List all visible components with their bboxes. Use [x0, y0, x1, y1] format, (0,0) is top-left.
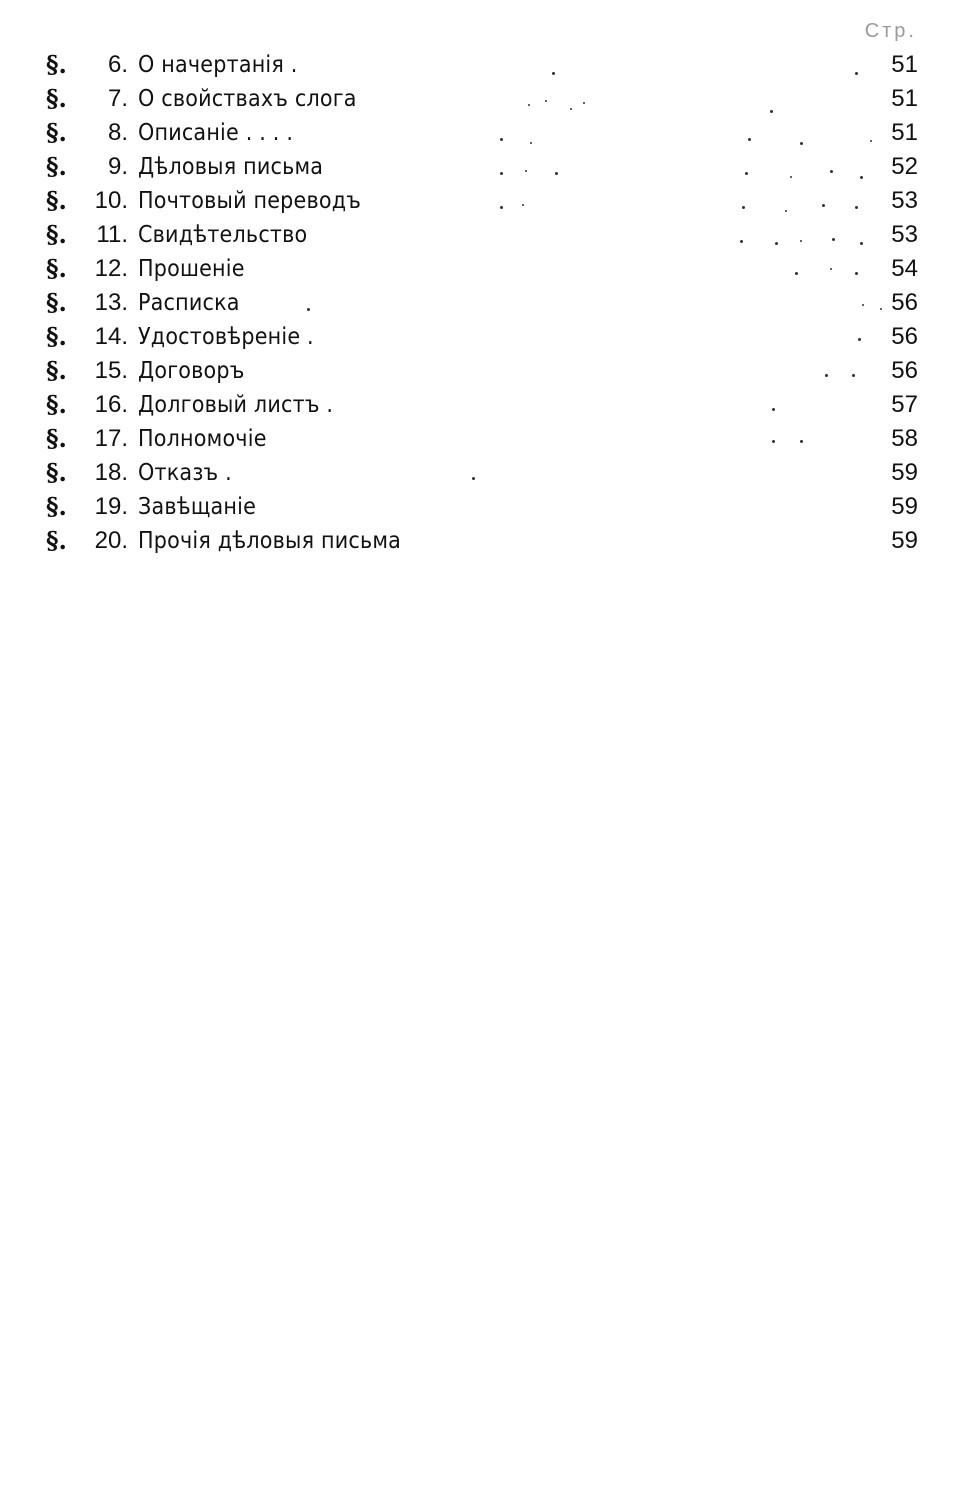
section-title: Долговый листъ . [138, 392, 334, 418]
section-sign: §. [46, 458, 67, 487]
section-title: Удостовѣреніе . [138, 324, 314, 350]
table-of-contents [46, 48, 918, 558]
speckle [748, 138, 751, 141]
speckle [855, 206, 858, 209]
speckle [822, 204, 825, 207]
section-number: 13. [94, 289, 128, 316]
section-title: О свойствахъ слога [138, 86, 357, 112]
speckle [522, 204, 524, 206]
section-title: Прочія дѣловыя письма [138, 528, 402, 554]
section-number: 18. [94, 459, 128, 486]
toc-entry [46, 286, 918, 320]
section-sign: §. [46, 50, 67, 79]
speckle [785, 210, 787, 212]
page-number: 58 [891, 425, 918, 452]
section-title: О начертанія . [138, 52, 298, 78]
section-number: 14. [94, 323, 128, 350]
speckle [555, 172, 558, 175]
speckle [855, 272, 858, 275]
page-number: 53 [891, 187, 918, 214]
toc-entry [46, 422, 918, 456]
speckle [545, 100, 547, 102]
page-number: 54 [891, 255, 918, 282]
section-sign: §. [46, 424, 67, 453]
toc-entry [46, 354, 918, 388]
section-title: Полномочіе [138, 426, 267, 452]
speckle [528, 104, 530, 106]
section-number: 15. [94, 357, 128, 384]
section-title: Отказъ . [138, 460, 232, 486]
page-number: 51 [891, 51, 918, 78]
speckle [583, 102, 585, 104]
speckle [800, 440, 803, 443]
speckle [742, 206, 745, 209]
toc-entry [46, 82, 918, 116]
toc-entry [46, 48, 918, 82]
speckle [772, 440, 775, 443]
section-title: Завѣщаніе [138, 494, 257, 520]
section-number: 12. [94, 255, 128, 282]
section-number: 17. [94, 425, 128, 452]
toc-entry [46, 320, 918, 354]
speckle [307, 308, 310, 311]
speckle [500, 172, 503, 175]
toc-entry [46, 524, 918, 558]
speckle [862, 304, 864, 306]
page-column-label: Стр. [864, 20, 917, 42]
section-sign: §. [46, 84, 67, 113]
section-number: 6. [107, 51, 128, 78]
speckle [870, 140, 872, 142]
speckle [832, 238, 835, 241]
section-number: 20. [94, 527, 128, 554]
page-number: 51 [891, 85, 918, 112]
speckle [525, 170, 527, 172]
toc-entry [46, 456, 918, 490]
speckle [800, 142, 803, 145]
section-sign: §. [46, 220, 67, 249]
speckle [552, 72, 555, 75]
speckle [852, 374, 855, 377]
page-number: 57 [891, 391, 918, 418]
toc-entry [46, 184, 918, 218]
speckle [745, 172, 748, 175]
section-sign: §. [46, 322, 67, 351]
speckle [858, 338, 861, 341]
toc-entry [46, 252, 918, 286]
section-title: Свидѣтельство [138, 222, 308, 248]
page-number: 56 [891, 289, 918, 316]
section-sign: §. [46, 254, 67, 283]
section-title: Описаніе . . . . [138, 120, 294, 146]
page-number: 59 [891, 527, 918, 554]
section-sign: §. [46, 390, 67, 419]
toc-entry [46, 490, 918, 524]
speckle [800, 240, 802, 242]
speckle [530, 142, 532, 144]
section-sign: §. [46, 526, 67, 555]
speckle [855, 72, 858, 75]
page-number: 59 [891, 493, 918, 520]
section-number: 19. [94, 493, 128, 520]
speckle [860, 242, 863, 245]
speckle [830, 170, 833, 173]
section-sign: §. [46, 492, 67, 521]
page-number: 56 [891, 357, 918, 384]
speckle [795, 272, 798, 275]
section-sign: §. [46, 288, 67, 317]
section-sign: §. [46, 356, 67, 385]
speckle [880, 308, 882, 310]
toc-entry [46, 150, 918, 184]
section-number: 10. [94, 187, 128, 214]
page-number: 59 [891, 459, 918, 486]
page-number: 56 [891, 323, 918, 350]
speckle [860, 176, 863, 179]
section-number: 11. [96, 221, 128, 248]
speckle [570, 108, 572, 110]
toc-entry [46, 116, 918, 150]
section-number: 8. [107, 119, 128, 146]
toc-entry [46, 218, 918, 252]
section-number: 16. [94, 391, 128, 418]
page-number: 53 [891, 221, 918, 248]
section-title: Почтовый переводъ [138, 188, 362, 214]
section-sign: §. [46, 152, 67, 181]
speckle [775, 242, 778, 245]
page-number: 52 [891, 153, 918, 180]
speckle [790, 176, 792, 178]
section-sign: §. [46, 118, 67, 147]
page-number: 51 [891, 119, 918, 146]
speckle [830, 268, 832, 270]
section-number: 9. [107, 153, 128, 180]
speckle [740, 240, 743, 243]
speckle [772, 408, 775, 411]
section-number: 7. [107, 85, 128, 112]
section-title: Дѣловыя письма [138, 154, 324, 180]
speckle [770, 110, 773, 113]
speckle [825, 374, 828, 377]
speckle [472, 477, 475, 480]
speckle [500, 206, 503, 209]
section-sign: §. [46, 186, 67, 215]
speckle [500, 138, 503, 141]
toc-entry [46, 388, 918, 422]
section-title: Договоръ [138, 358, 245, 384]
section-title: Прошеніе [138, 256, 245, 282]
section-title: Расписка [138, 290, 240, 316]
